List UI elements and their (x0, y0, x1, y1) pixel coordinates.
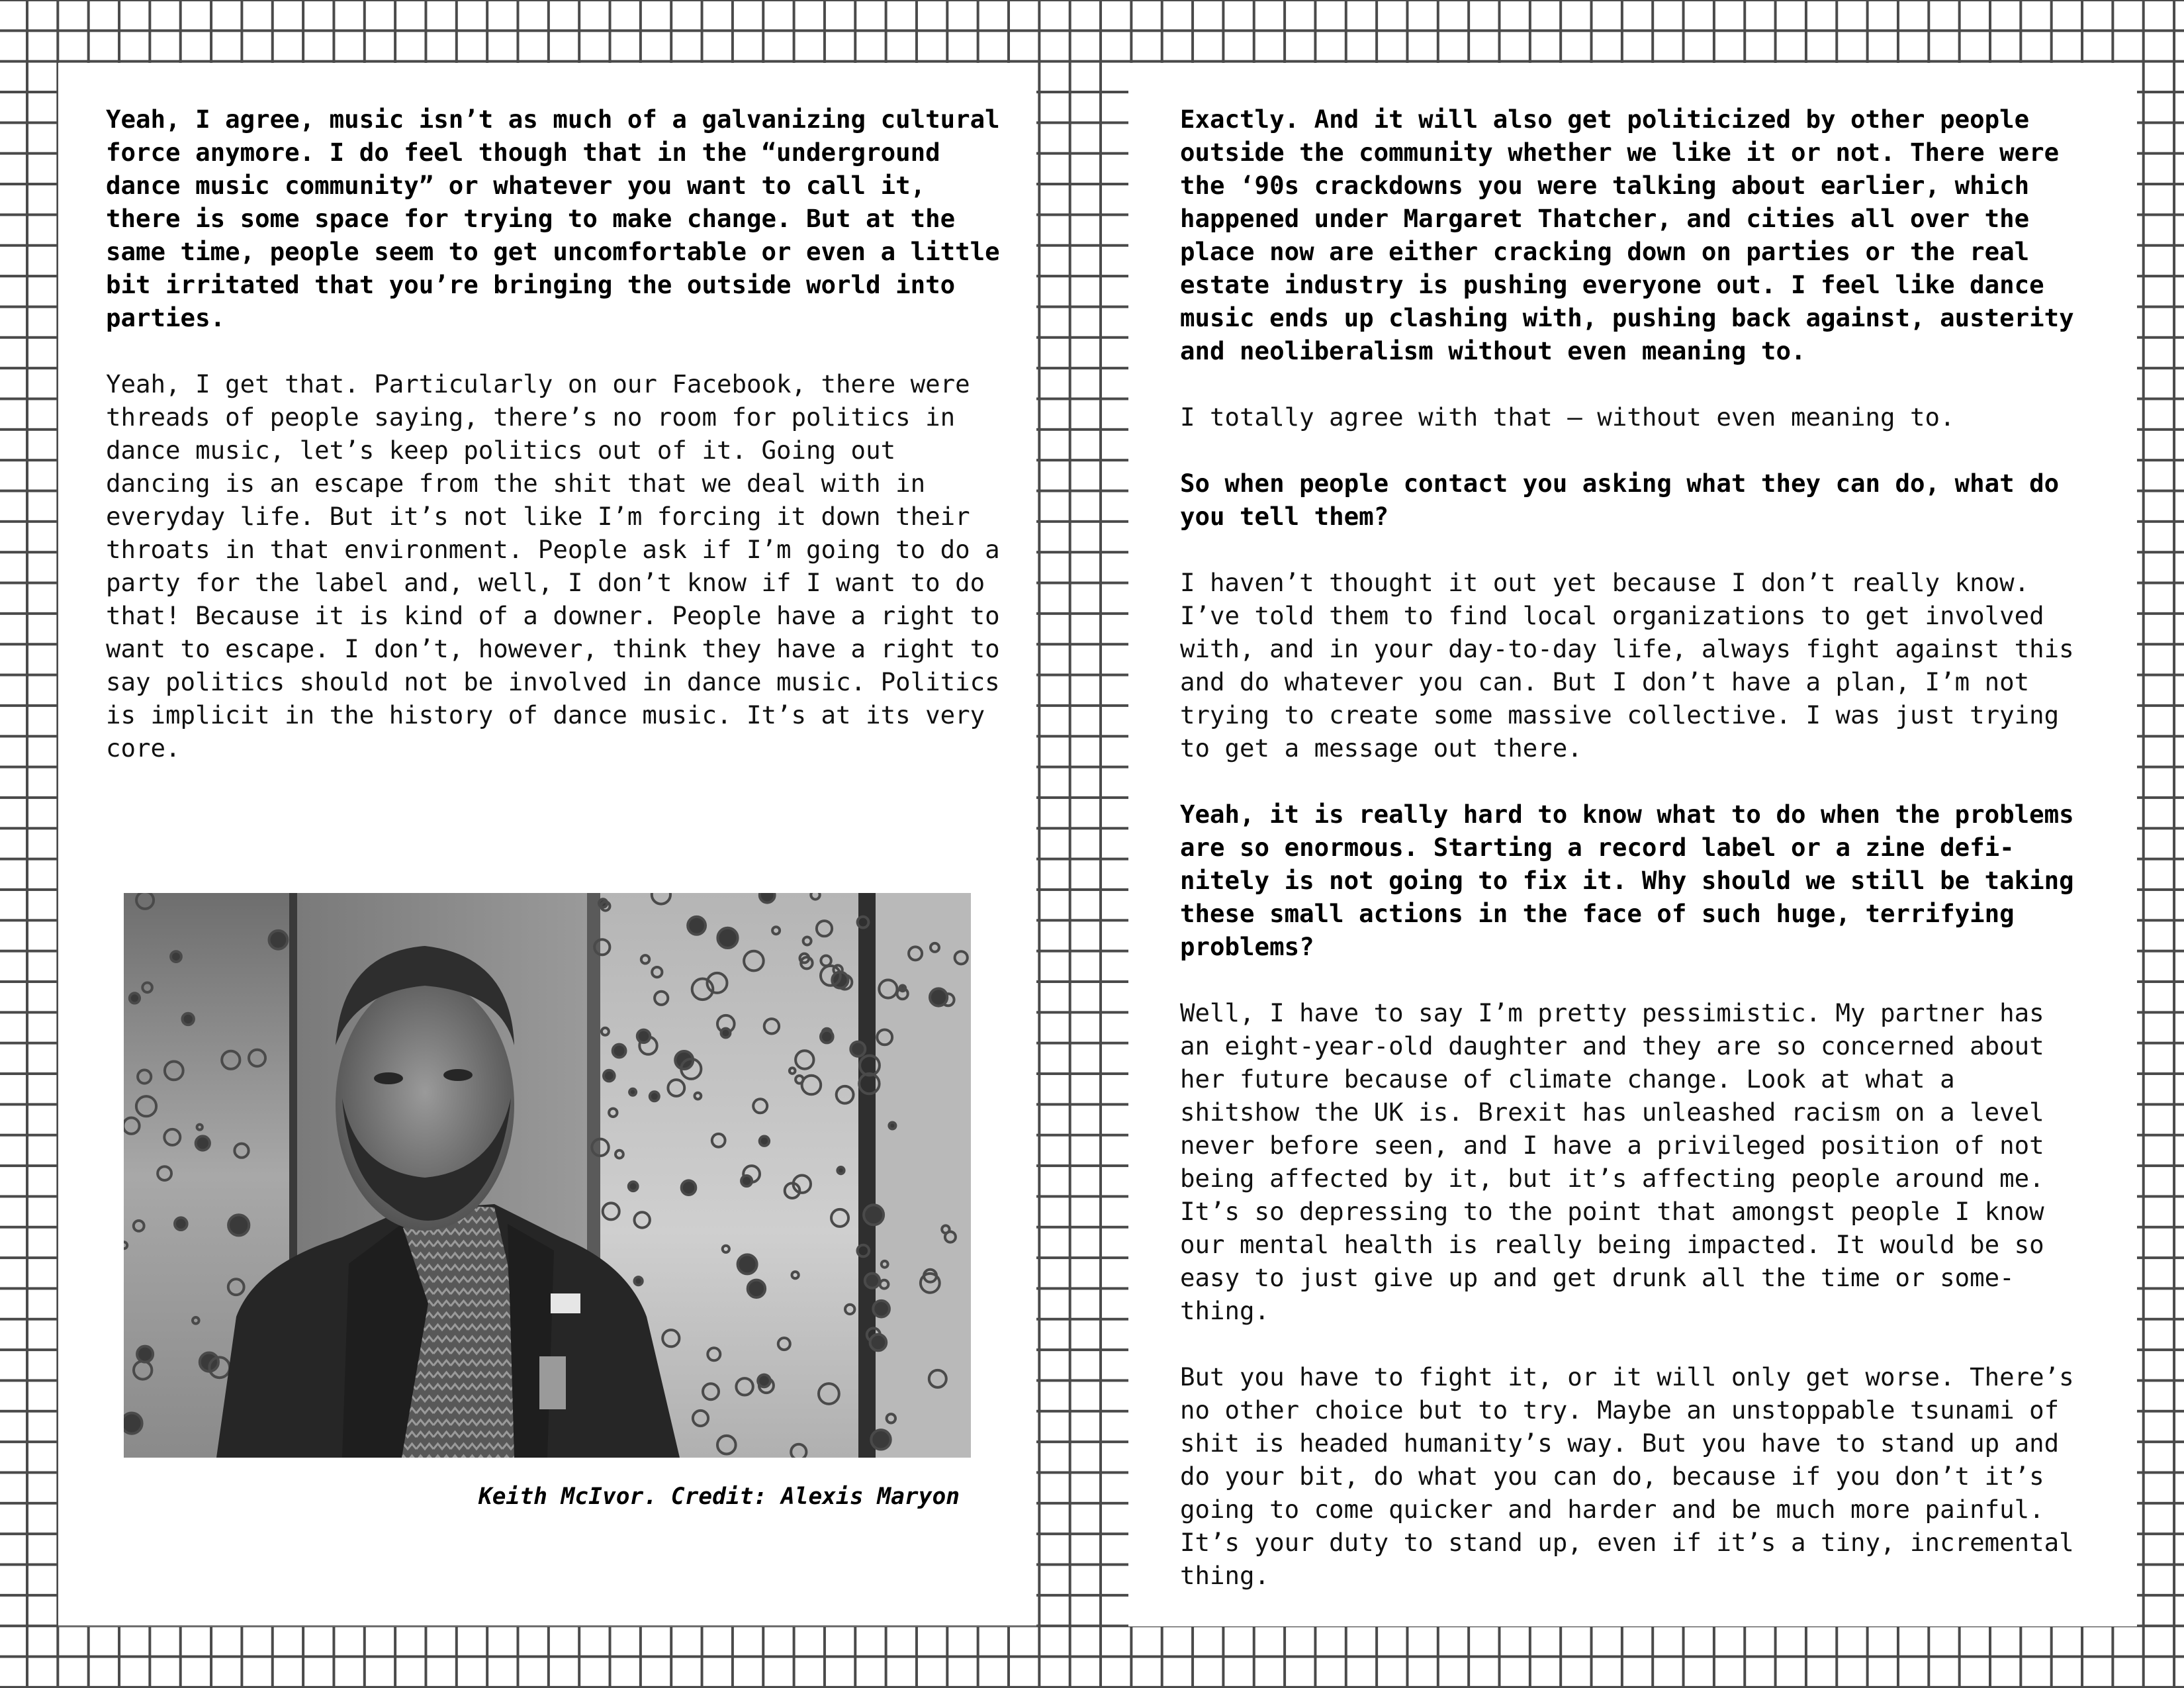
text-line: our mental health is really being impacted. It would be so (1180, 1230, 2044, 1259)
text-line: force anymore. I do feel though that in the “underground (106, 138, 940, 167)
text-line: So when people contact you asking what they can do, what do (1180, 469, 2060, 498)
text-line: I totally agree with that – without even meaning to. (1180, 402, 1955, 432)
text-line: nitely is not going to fix it. Why should we still be taking (1180, 866, 2074, 895)
text-line: shit is headed humanity’s way. But you have to stand up and (1180, 1429, 2060, 1458)
text-line: music ends up clashing with, pushing back against, austerity (1180, 303, 2074, 332)
wall-spot (837, 1167, 844, 1174)
wall-spot (717, 928, 737, 948)
interview-question (1180, 798, 2126, 963)
wall-spot (873, 1301, 889, 1317)
text-line: bit irritated that you’re bringing the outside world into (106, 270, 956, 299)
text-line: thing. (1180, 1296, 1270, 1325)
wall-spot (130, 993, 140, 1003)
wall-spot (175, 1217, 187, 1230)
text-line: core. (106, 733, 181, 763)
wall-spot (124, 1413, 142, 1434)
wall-spot (760, 1137, 769, 1146)
text-line: dance music, let’s keep politics out of it. Going out (106, 436, 896, 465)
text-line: parties. (106, 303, 226, 332)
wall-spot (871, 1430, 890, 1449)
text-line: Yeah, it is really hard to know what to do when the problems (1180, 800, 2074, 829)
text-line: estate industry is pushing everyone out. I feel like dance (1180, 270, 2044, 299)
text-line: to get a message out there. (1180, 733, 1582, 763)
text-line: Yeah, I agree, music isn’t as much of a galvanizing cultural (106, 105, 1000, 134)
wall-spot (269, 931, 288, 949)
wall-spot (930, 988, 947, 1006)
wall-spot (758, 1375, 770, 1387)
text-line: But you have to fight it, or it will only get worse. There’s (1180, 1362, 2074, 1391)
interview-question (1180, 103, 2126, 367)
interview-answer (1180, 400, 2126, 434)
wall-spot (682, 1180, 696, 1195)
text-line: you tell them? (1180, 502, 1389, 531)
text-line: do your bit, do what you can do, because if you don’t it’s (1180, 1462, 2044, 1491)
text-line: It’s your duty to stand up, even if it’s a tiny, incremental (1180, 1528, 2074, 1557)
text-line: Yeah, I get that. Particularly on our Facebook, there were (106, 369, 970, 399)
interview-question (106, 103, 1026, 334)
interview-answer (106, 367, 1026, 765)
text-line: her future because of climate change. Look at what a (1180, 1064, 1955, 1094)
wall-spot (650, 1092, 659, 1101)
wall-spot (604, 1070, 615, 1082)
text-line: dancing is an escape from the shit that we deal with in (106, 469, 926, 498)
text-line: party for the label and, well, I don’t know if I want to do (106, 568, 985, 597)
wall-spot (864, 1205, 884, 1225)
left-column-text (106, 103, 1026, 798)
text-line: shitshow the UK is. Brexit has unleashed racism on a level (1180, 1098, 2044, 1127)
text-line: threads of people saying, there’s no room for politics in (106, 402, 956, 432)
wall-spot (629, 1182, 638, 1191)
wall-spot (688, 917, 705, 935)
text-line: these small actions in the face of such huge, terrifying (1180, 899, 2015, 928)
wall-spot (865, 1274, 880, 1288)
wall-spot (183, 1013, 194, 1025)
text-line: easy to just give up and get drunk all the time or some- (1180, 1263, 2015, 1292)
text-line: place now are either cracking down on parties or the real (1180, 237, 2030, 266)
wall-spot (137, 1346, 153, 1362)
text-line: and neoliberalism without even meaning to. (1180, 336, 1806, 365)
text-line: want to escape. I don’t, however, think they have a right to (106, 634, 1000, 663)
text-line: is implicit in the history of dance music. It’s at its very (106, 700, 985, 729)
text-line: Well, I have to say I’m pretty pessimistic. My partner has (1180, 998, 2044, 1027)
wall-spot (613, 1045, 626, 1058)
text-line: with, and in your day-to-day life, always fight against this (1180, 634, 2074, 663)
wall-spot (228, 1215, 249, 1235)
wall-spot (870, 1335, 887, 1351)
interview-question (1180, 467, 2126, 533)
wall-spot (637, 1030, 650, 1043)
wall-spot (821, 1031, 833, 1043)
text-line: no other choice but to try. Maybe an unstoppable tsunami of (1180, 1395, 2060, 1425)
text-line: It’s so depressing to the point that amongst people I know (1180, 1197, 2044, 1226)
text-line: say politics should not be involved in dance music. Politics (106, 667, 1000, 696)
wall-spot (850, 1042, 865, 1056)
wall-spot (748, 1280, 765, 1297)
text-line: dance music community” or whatever you want to call it, (106, 171, 926, 200)
wall-spot (171, 951, 181, 962)
text-line: trying to create some massive collective. I was just trying (1180, 700, 2060, 729)
interview-answer (1180, 1360, 2126, 1592)
text-line: going to come quicker and harder and be much more painful. (1180, 1495, 2044, 1524)
text-line: happened under Margaret Thatcher, and cities all over the (1180, 204, 2030, 233)
text-line: being affected by it, but it’s affecting people around me. (1180, 1164, 2044, 1193)
portrait-photo (124, 893, 971, 1458)
text-line: an eight-year-old daughter and they are so concerned about (1180, 1031, 2044, 1060)
wall-spot (738, 1254, 757, 1274)
text-line: I’ve told them to find local organizations to get involved (1180, 601, 2044, 630)
text-line: are so enormous. Starting a record label or a zine defi- (1180, 833, 2015, 862)
text-line: never before seen, and I have a privileged position of not (1180, 1131, 2044, 1160)
text-line: throats in that environment. People ask if I’m going to do a (106, 535, 1000, 564)
text-line: outside the community whether we like it or not. There were (1180, 138, 2060, 167)
text-line: same time, people seem to get uncomfortable or even a little (106, 237, 1000, 266)
text-line: thing. (1180, 1561, 1270, 1590)
photo-caption: Keith McIvor. Credit: Alexis Maryon (478, 1483, 960, 1510)
wall-spot (629, 1089, 636, 1096)
right-column-text (1180, 103, 2126, 1625)
text-line: I haven’t thought it out yet because I don’t really know. (1180, 568, 2030, 597)
wall-spot (635, 1277, 643, 1285)
interview-answer (1180, 566, 2126, 765)
wall-spot (889, 1123, 895, 1129)
text-line: Exactly. And it will also get politicized by other people (1180, 105, 2030, 134)
text-line: there is some space for trying to make change. But at the (106, 204, 956, 233)
wall-spot (760, 893, 775, 903)
interview-answer (1180, 996, 2126, 1327)
wall-spot (741, 1176, 752, 1186)
text-line: and do whatever you can. But I don’t have a plan, I’m not (1180, 667, 2030, 696)
portrait-photo-icon (124, 893, 971, 1458)
text-line: the ‘90s crackdowns you were talking about earlier, which (1180, 171, 2030, 200)
wall-spot (721, 1029, 731, 1038)
text-line: everyday life. But it’s not like I’m forcing it down their (106, 502, 970, 531)
text-line: that! Because it is kind of a downer. People have a right to (106, 601, 1000, 630)
text-line: problems? (1180, 932, 1314, 961)
wall-spot (196, 1136, 210, 1150)
